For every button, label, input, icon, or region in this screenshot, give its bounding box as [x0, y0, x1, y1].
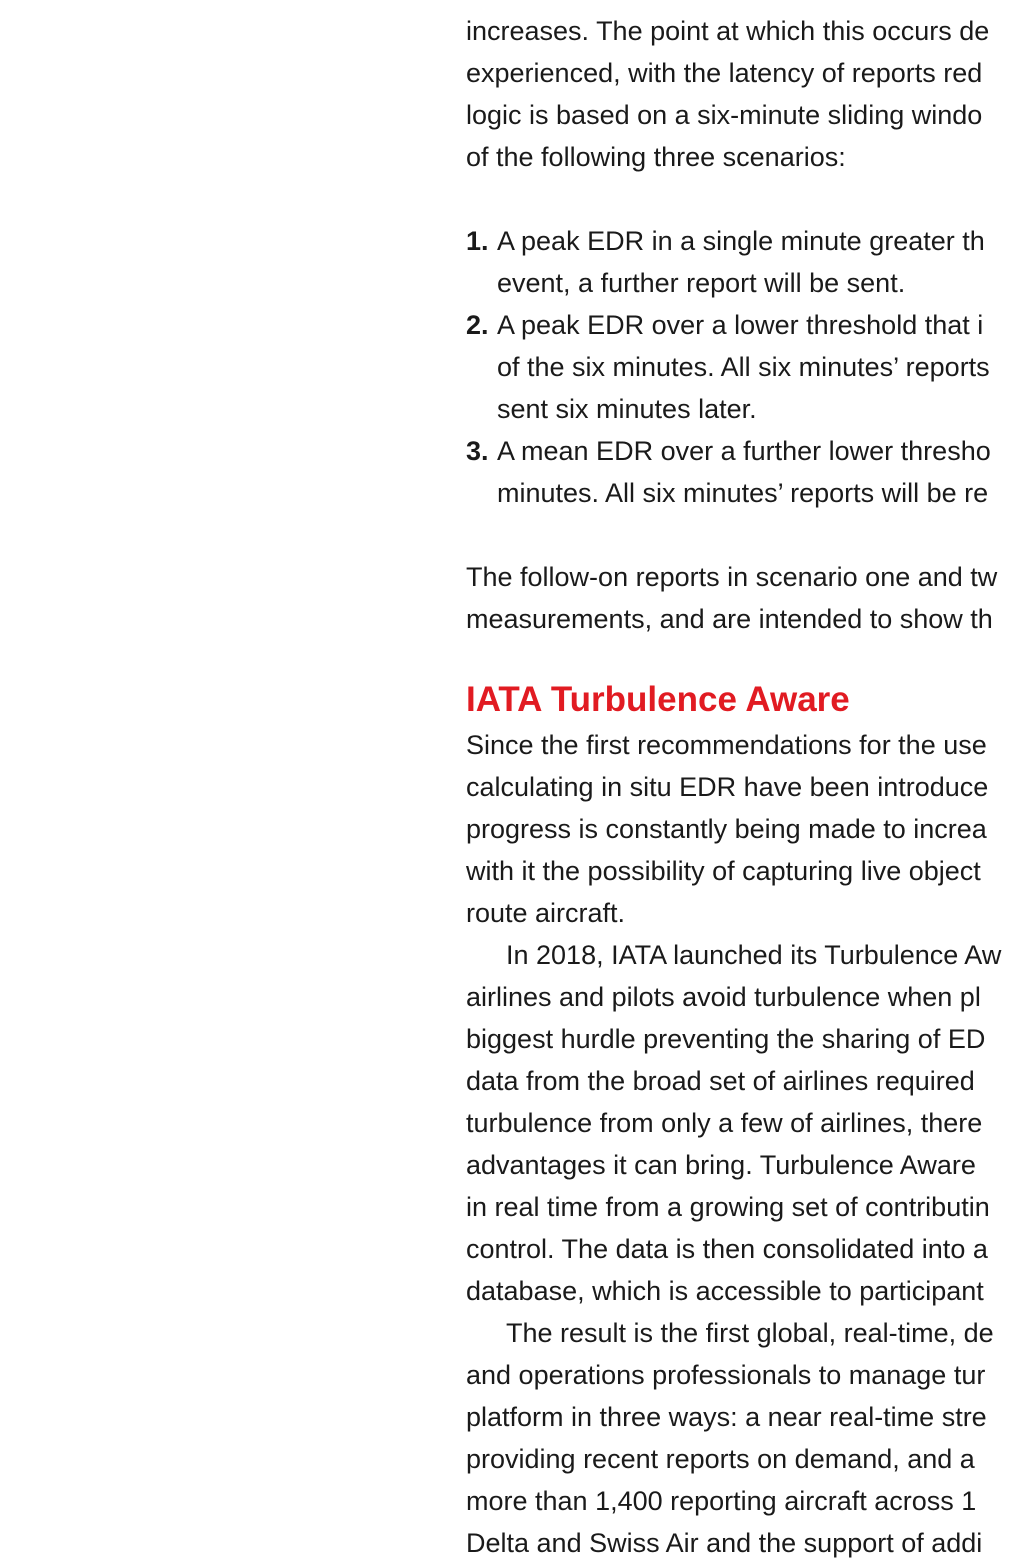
- scenario-number: 2.: [466, 310, 489, 340]
- paragraph-line: route aircraft.: [466, 898, 626, 928]
- intro-line: experienced, with the latency of reports red: [466, 58, 983, 88]
- paragraph-line: turbulence from only a few of airlines, there: [466, 1108, 983, 1138]
- paragraph-line: platform in three ways: a near real-time stre: [466, 1402, 987, 1432]
- scenario-line: sent six minutes later.: [497, 394, 757, 424]
- intro-line: of the following three scenarios:: [466, 142, 846, 172]
- paragraph-line: advantages it can bring. Turbulence Aware: [466, 1150, 976, 1180]
- scenario-number: 3.: [466, 436, 489, 466]
- scenario-number: 1.: [466, 226, 489, 256]
- paragraph-line: more than 1,400 reporting aircraft across 1: [466, 1486, 977, 1516]
- paragraph-line: The result is the first global, real-time, de: [506, 1318, 994, 1348]
- scenario-line: A peak EDR over a lower threshold that i: [497, 310, 984, 340]
- scenario-line: A mean EDR over a further lower thresho: [497, 436, 991, 466]
- paragraph-line: and operations professionals to manage tur: [466, 1360, 986, 1390]
- paragraph-line: database, which is accessible to participant: [466, 1276, 984, 1306]
- intro-line: logic is based on a six-minute sliding windo: [466, 100, 983, 130]
- paragraph-line: Since the first recommendations for the use: [466, 730, 987, 760]
- scenario-line: minutes. All six minutes’ reports will be re: [497, 478, 989, 508]
- text-column: [466, 0, 1024, 1558]
- paragraph-line: calculating in situ EDR have been introduce: [466, 772, 989, 802]
- paragraph-line: airlines and pilots avoid turbulence when pl: [466, 982, 981, 1012]
- paragraph-line: Delta and Swiss Air and the support of addi: [466, 1528, 983, 1558]
- paragraph-line: providing recent reports on demand, and a: [466, 1444, 975, 1474]
- paragraph-line: In 2018, IATA launched its Turbulence Aw: [506, 940, 1002, 970]
- paragraph-line: control. The data is then consolidated into a: [466, 1234, 988, 1264]
- section-heading: IATA Turbulence Aware: [466, 680, 850, 719]
- paragraph-line: data from the broad set of airlines required: [466, 1066, 975, 1096]
- intro-line: increases. The point at which this occurs de: [466, 16, 990, 46]
- paragraph-line: progress is constantly being made to increa: [466, 814, 987, 844]
- scenario-line: A peak EDR in a single minute greater th: [497, 226, 985, 256]
- paragraph-line: with it the possibility of capturing live object: [466, 856, 981, 886]
- followon-line: measurements, and are intended to show th: [466, 604, 993, 634]
- paragraph-line: in real time from a growing set of contributin: [466, 1192, 990, 1222]
- paragraph-line: biggest hurdle preventing the sharing of ED: [466, 1024, 986, 1054]
- scenario-line: of the six minutes. All six minutes’ reports: [497, 352, 990, 382]
- scenario-line: event, a further report will be sent.: [497, 268, 906, 298]
- followon-line: The follow-on reports in scenario one and tw: [466, 562, 998, 592]
